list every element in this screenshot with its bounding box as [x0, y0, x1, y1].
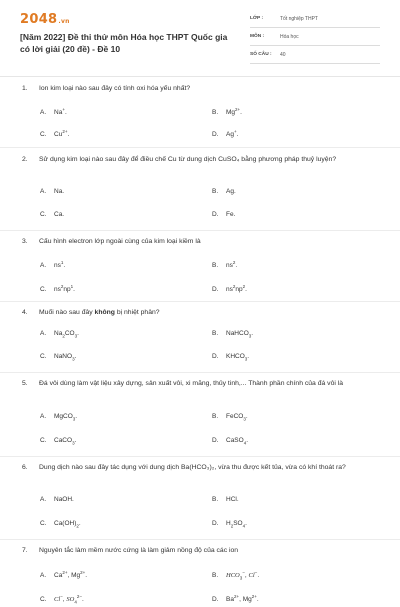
formula-text: Muối nào sau đây: [39, 309, 95, 316]
answer-option[interactable]: [40, 592, 84, 607]
formula-text: Na: [54, 109, 63, 117]
meta-value: 40: [280, 51, 286, 58]
answer-option[interactable]: [40, 282, 75, 295]
option-text: [54, 330, 79, 337]
formula-math: HCO: [226, 572, 240, 580]
formula-superscript: 2: [232, 284, 236, 289]
formula-text: Ag.: [226, 188, 236, 195]
formula-text: .: [78, 520, 81, 527]
formula-subscript: 3: [72, 356, 75, 362]
formula-superscript: 2+: [62, 129, 68, 134]
answer-option[interactable]: [212, 592, 259, 605]
answer-option[interactable]: [212, 412, 248, 424]
formula-text: Ag: [226, 131, 234, 139]
question-divider: [0, 147, 400, 148]
answer-option[interactable]: [212, 329, 253, 341]
question-divider: [0, 456, 400, 457]
answer-option[interactable]: [40, 412, 77, 424]
formula-text: Ca(OH): [54, 520, 77, 527]
header-divider: [0, 76, 400, 77]
question-text: Đá vôi dùng làm vật liệu xây dựng, sản xuất vôi, xi măng, thủy tinh,... Thành phần chính của đá vôi là: [39, 380, 344, 387]
option-text: [226, 520, 247, 527]
question-stem: [22, 236, 392, 248]
formula-text: np: [235, 286, 243, 294]
option-key: D.: [212, 596, 219, 604]
meta-row-count: [250, 46, 380, 64]
answer-option[interactable]: [212, 519, 247, 531]
answer-option[interactable]: [40, 495, 74, 505]
formula-subscript: 3: [72, 440, 75, 446]
formula-text: SO: [233, 520, 243, 527]
meta-label: MÔN :: [250, 34, 265, 39]
formula-text: .: [85, 572, 88, 580]
answer-option[interactable]: [40, 210, 64, 220]
answer-option[interactable]: [40, 436, 76, 448]
formula-superscript: +: [233, 129, 237, 134]
formula-superscript: −: [254, 570, 258, 575]
question-divider: [0, 372, 400, 373]
option-key: D.: [212, 211, 219, 218]
option-text: [54, 211, 64, 218]
option-key: C.: [40, 437, 47, 444]
answer-option[interactable]: [40, 105, 67, 118]
formula-superscript: 2+: [251, 594, 257, 599]
option-text: [54, 262, 65, 269]
option-key: A.: [40, 262, 47, 270]
answer-option[interactable]: [40, 329, 79, 341]
answer-option[interactable]: [212, 105, 242, 118]
option-key: A.: [40, 188, 47, 195]
exam-meta: [250, 10, 380, 64]
formula-text: Na: [54, 330, 63, 337]
formula-text: FeCO: [226, 413, 244, 420]
option-text: [226, 496, 239, 503]
answer-option[interactable]: [40, 127, 69, 140]
answer-option[interactable]: [212, 495, 239, 505]
formula-text: .: [77, 330, 79, 337]
formula-text: .: [236, 131, 239, 139]
formula-superscript: 1: [60, 260, 64, 265]
formula-text: .: [245, 520, 247, 527]
formula-superscript: 2+: [80, 570, 86, 575]
option-key: D.: [212, 520, 219, 527]
meta-row-class: [250, 10, 380, 28]
option-key: B.: [212, 188, 219, 195]
option-text: [226, 572, 259, 579]
formula-text: .: [247, 353, 250, 360]
formula-text: ,: [244, 572, 249, 580]
answer-option[interactable]: [212, 282, 247, 295]
option-key: A.: [40, 496, 47, 503]
option-text: [54, 109, 67, 116]
question-number: 1.: [22, 85, 28, 92]
option-key: D.: [212, 131, 219, 139]
formula-superscript: 2: [232, 260, 236, 265]
answer-option[interactable]: [40, 258, 65, 271]
formula-superscript: 2+: [235, 107, 241, 112]
meta-label: SỐ CÂU :: [250, 52, 272, 57]
answer-option[interactable]: [212, 187, 236, 197]
formula-superscript: −: [60, 594, 63, 599]
formula-text: .: [63, 262, 66, 270]
formula-text: NaNO: [54, 353, 73, 360]
answer-option[interactable]: [40, 352, 76, 364]
option-key: A.: [40, 413, 47, 420]
question-number: 7.: [22, 547, 28, 554]
formula-text: Ca: [54, 572, 63, 580]
formula-text: .: [82, 596, 84, 604]
question-stem: [22, 307, 392, 319]
question-divider: [0, 301, 400, 302]
formula-text: , Mg: [239, 596, 252, 604]
formula-math: Cl: [248, 572, 255, 580]
formula-text: ns: [54, 286, 61, 294]
answer-option[interactable]: [40, 519, 81, 531]
question-text: Nguyên tắc làm mềm nước cứng là làm giảm nồng độ của các ion: [39, 547, 239, 554]
formula-superscript: 2: [242, 284, 246, 289]
formula-subscript: 3: [72, 416, 76, 422]
option-key: B.: [212, 330, 219, 337]
option-text: [54, 437, 76, 444]
option-text: [54, 596, 84, 603]
formula-text: .: [64, 109, 67, 117]
option-key: D.: [212, 286, 219, 294]
option-text: [226, 353, 249, 360]
formula-subscript: 2: [62, 333, 65, 339]
formula-text: ns: [226, 262, 233, 270]
question-stem: [22, 154, 392, 178]
formula-text: Mg: [226, 109, 236, 117]
option-text: [54, 353, 76, 360]
question-stem: [22, 545, 392, 557]
option-text: [54, 572, 87, 579]
formula-text: Cu: [54, 131, 63, 139]
question-number: 4.: [22, 309, 28, 316]
option-key: A.: [40, 330, 47, 337]
formula-text: .: [245, 413, 248, 420]
formula-subscript: 4: [74, 599, 77, 605]
formula-subscript: 4: [242, 523, 246, 529]
formula-math: SO: [66, 596, 75, 604]
option-key: B.: [212, 109, 219, 117]
formula-text: CaCO: [54, 437, 73, 444]
formula-text: .: [74, 353, 77, 360]
formula-text: CaSO: [226, 437, 244, 444]
option-key: C.: [40, 596, 47, 604]
answer-option[interactable]: [212, 210, 235, 220]
formula-text: CO: [64, 330, 75, 337]
option-text: [226, 596, 259, 603]
question-text: Ion kim loại nào sau đây có tính oxi hóa yếu nhất?: [39, 85, 191, 92]
option-text: [226, 413, 248, 420]
answer-option[interactable]: [212, 436, 248, 448]
page-header: [0, 0, 400, 76]
question-number: 6.: [22, 464, 28, 471]
formula-text: .: [251, 330, 254, 337]
formula-text: MgCO: [54, 413, 73, 420]
formula-superscript: 2: [60, 284, 64, 289]
formula-subscript: 2: [230, 523, 234, 529]
question-stem: [22, 83, 392, 95]
formula-text: NaOH.: [54, 496, 74, 503]
option-key: C.: [40, 211, 47, 218]
formula-superscript: −: [242, 570, 245, 575]
formula-superscript: 2+: [62, 570, 68, 575]
option-text: [54, 413, 77, 420]
meta-label: LỚP :: [250, 16, 264, 21]
page-title: [Năm 2022] Đề thi thử môn Hóa học THPT Quốc gia có lời giải (20 đề) - Đề 10: [20, 32, 228, 54]
formula-text: .: [246, 437, 249, 444]
formula-subscript: 4: [243, 440, 247, 446]
option-text: [54, 131, 69, 138]
option-key: D.: [212, 437, 219, 444]
formula-subscript: 3: [248, 333, 252, 339]
option-text: [226, 188, 236, 195]
option-key: B.: [212, 413, 219, 420]
question-divider: [0, 230, 400, 231]
option-key: D.: [212, 353, 219, 360]
option-text: [226, 437, 248, 444]
formula-superscript: 1: [70, 284, 74, 289]
answer-option[interactable]: [212, 568, 259, 583]
meta-value: Tốt nghiệp THPT: [280, 15, 318, 22]
formula-subscript: 3: [243, 416, 246, 422]
meta-row-subject: [250, 28, 380, 46]
option-text: [54, 286, 75, 293]
formula-text: ns: [54, 262, 61, 270]
answer-option[interactable]: [212, 352, 249, 364]
option-key: C.: [40, 353, 47, 360]
formula-text: Ca.: [54, 211, 65, 218]
option-text: [226, 262, 237, 269]
option-key: A.: [40, 572, 47, 580]
formula-text: .: [235, 262, 238, 270]
question-stem: [22, 378, 392, 402]
formula-text: ns: [226, 286, 233, 294]
formula-math: Cl: [54, 596, 61, 604]
option-text: [226, 109, 242, 116]
formula-text: .: [256, 596, 259, 604]
formula-subscript: 3: [244, 356, 248, 362]
option-text: [226, 286, 247, 293]
formula-subscript: 3: [74, 333, 78, 339]
option-key: C.: [40, 286, 47, 294]
formula-text: .: [257, 572, 260, 580]
formula-text: KHCO: [226, 353, 245, 360]
question-number: 5.: [22, 380, 28, 387]
formula-text: .: [67, 131, 70, 139]
formula-text: np: [63, 286, 71, 294]
answer-option[interactable]: [212, 127, 238, 140]
formula-text: Fe.: [226, 211, 236, 218]
option-key: B.: [212, 496, 219, 503]
formula-text: , Mg: [67, 572, 81, 580]
formula-text: .: [73, 286, 75, 294]
option-text: [226, 211, 235, 218]
question-text: Cấu hình electron lớp ngoài cùng của kim loại kiềm là: [39, 238, 201, 245]
question-number: 3.: [22, 238, 28, 245]
question-text: Dung dịch nào sau đây tác dụng với dung dịch Ba(HCO₃)₂, vừa thu được kết tủa, vừa có khí thoát ra?: [39, 464, 346, 471]
option-key: C.: [40, 520, 47, 527]
option-key: C.: [40, 131, 47, 139]
question-text: [39, 307, 389, 319]
formula-subscript: 2: [76, 523, 79, 529]
formula-superscript: 2+: [233, 594, 240, 599]
site-logo[interactable]: 2048.vn: [20, 12, 70, 27]
option-text: [226, 330, 253, 337]
option-text: [54, 188, 64, 195]
formula-text: ,: [62, 596, 67, 604]
option-key: B.: [212, 572, 219, 580]
question-stem: [22, 462, 392, 486]
formula-text: Ba: [226, 596, 234, 604]
formula-text: .: [240, 109, 242, 117]
formula-text: H: [226, 520, 231, 527]
answer-option[interactable]: [40, 568, 87, 581]
formula-text: Na.: [54, 188, 65, 195]
option-key: B.: [212, 262, 219, 270]
option-key: A.: [40, 109, 47, 117]
emphasis-text: không: [94, 309, 115, 316]
formula-superscript: 2−: [76, 594, 83, 599]
formula-text: HCl.: [226, 496, 239, 503]
option-text: [226, 131, 238, 138]
formula-text: .: [245, 286, 247, 294]
meta-value: Hóa học: [280, 33, 299, 40]
formula-superscript: +: [62, 107, 65, 112]
formula-text: NaHCO: [226, 330, 249, 337]
formula-text: bị nhiệt phân?: [114, 309, 160, 316]
formula-text: .: [75, 413, 78, 420]
answer-option[interactable]: [40, 187, 64, 197]
answer-option[interactable]: [212, 258, 237, 271]
question-text: Sử dụng kim loại nào sau đây để điều chế Cu từ dung dịch CuSO₄ bằng phương pháp thuỷ luyện?: [39, 156, 337, 163]
question-number: 2.: [22, 156, 28, 163]
option-text: [54, 496, 74, 503]
option-text: [54, 520, 81, 527]
question-divider: [0, 539, 400, 540]
formula-text: .: [74, 437, 77, 444]
formula-subscript: 3: [239, 575, 243, 581]
